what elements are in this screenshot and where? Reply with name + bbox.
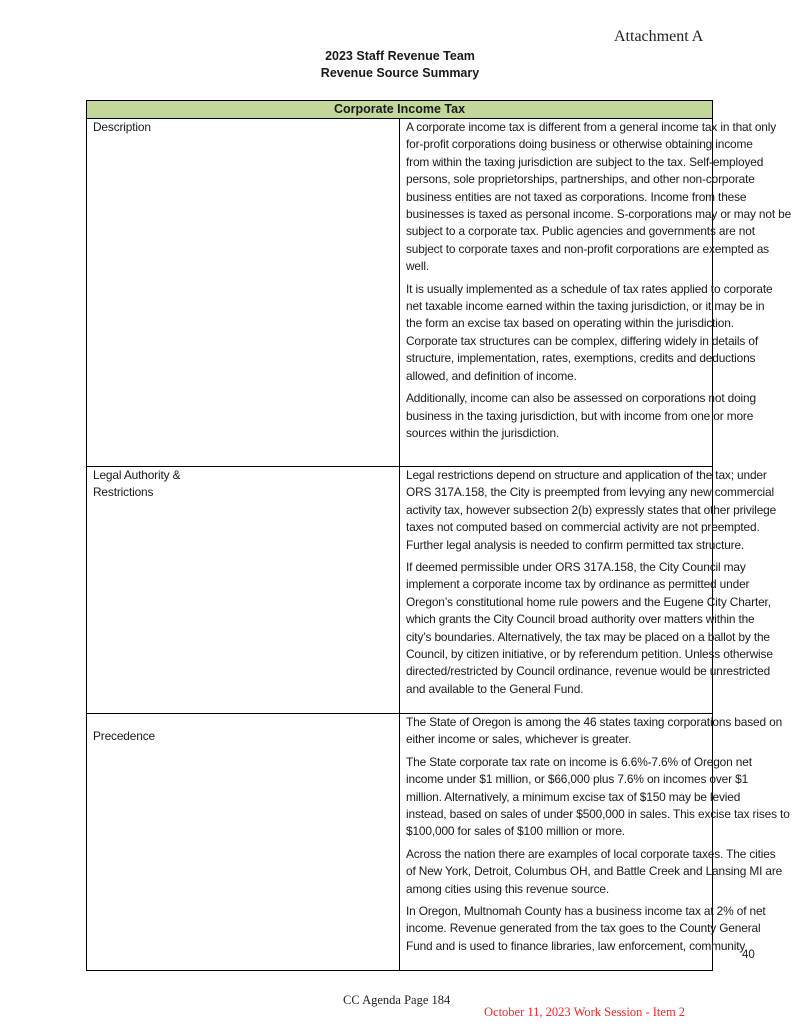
paragraph: [406, 559, 773, 698]
text-line: instead, based on sales of under $500,000 in sales. This excise tax rises to: [406, 807, 790, 822]
text-line: and available to the General Fund.: [406, 681, 584, 696]
text-line: $100,000 for sales of $100 million or more.: [406, 824, 625, 839]
text-line: income. Revenue generated from the tax goes to the County General: [406, 921, 761, 936]
paragraph: [406, 846, 783, 898]
text-line: of New York, Detroit, Columbus OH, and Battle Creek and Lansing MI are: [406, 864, 783, 879]
page-number: 40: [742, 949, 755, 961]
text-line: business entities are not taxed as corporations. Income from these: [406, 189, 747, 204]
row-label: [87, 467, 400, 714]
text-line: It is usually implemented as a schedule of tax rates applied to corporate: [406, 281, 773, 296]
text-line: from within the taxing jurisdiction are subject to the tax. Self-employed: [406, 154, 764, 169]
text-line: million. Alternatively, a minimum excise tax of $150 may be levied: [406, 789, 741, 804]
row-label-line: Restrictions: [93, 485, 154, 500]
paragraph: [406, 714, 783, 749]
text-line: sources within the jurisdiction.: [406, 425, 560, 440]
table-heading: Corporate Income Tax: [87, 101, 713, 119]
text-line: activity tax, however subsection 2(b) expressly states that other privilege: [406, 502, 777, 517]
text-line: subject to a corporate tax. Public agencies and governments are not: [406, 224, 755, 239]
text-line: The State of Oregon is among the 46 states taxing corporations based on: [406, 715, 783, 729]
text-line: ORS 317A.158, the City is preempted from levying any new commercial: [406, 485, 774, 500]
text-line: city’s boundaries. Alternatively, the tax may be placed on a ballot by the: [406, 629, 770, 644]
text-line: businesses is taxed as personal income. S-corporations may or may not be: [406, 207, 792, 222]
text-line: The State corporate tax rate on income is 6.6%-7.6% of Oregon net: [406, 754, 752, 769]
text-line: net taxable income earned within the taxing jurisdiction, or it may be in: [406, 299, 765, 314]
attachment-label: Attachment A: [614, 28, 704, 45]
text-line: among cities using this revenue source.: [406, 881, 610, 896]
row-label-line: Precedence: [93, 729, 155, 743]
row-content: [400, 467, 777, 714]
text-line: subject to corporate taxes and non-profit corporations are exempted as: [406, 241, 769, 256]
paragraph: [406, 467, 777, 554]
text-line: income under $1 million, or $66,000 plus 7.6% on incomes over $1: [406, 772, 749, 787]
table-row-description: [87, 119, 713, 467]
text-line: allowed, and definition of income.: [406, 368, 577, 383]
text-line: Further legal analysis is needed to confirm permitted tax structure.: [406, 537, 745, 552]
row-label-line: Legal Authority &: [93, 468, 181, 482]
text-line: Corporate tax structures can be complex, differing widely in details of: [406, 333, 758, 348]
row-label-line: Description: [93, 120, 151, 134]
document-subtitle: Revenue Source Summary: [320, 66, 480, 80]
text-line: the form an excise tax based on operating within the jurisdiction.: [406, 316, 734, 331]
text-line: Fund and is used to finance libraries, law enforcement, community: [406, 938, 746, 953]
text-line: Across the nation there are examples of local corporate taxes. The cities: [406, 846, 776, 861]
text-line: either income or sales, whichever is greater.: [406, 732, 632, 747]
row-label: [87, 119, 400, 467]
paragraph: [406, 119, 792, 276]
text-line: Legal restrictions depend on structure and application of the tax; under: [406, 468, 767, 482]
text-line: for-profit corporations doing business or otherwise obtaining income: [406, 137, 753, 152]
work-session-stamp: October 11, 2023 Work Session - Item 2: [484, 1005, 686, 1019]
paragraph: [406, 754, 790, 841]
text-line: If deemed permissible under ORS 317A.158, the City Council may: [406, 560, 746, 575]
text-line: structure, implementation, rates, exemptions, credits and deductions: [406, 351, 756, 366]
row-content: [400, 119, 792, 467]
table-row-legal-authority: [87, 467, 713, 714]
text-line: Additionally, income can also be assessed on corporations not doing: [406, 391, 756, 406]
text-line: directed/restricted by Council ordinance, revenue would be unrestricted: [406, 664, 771, 679]
table-row-precedence: [87, 714, 713, 971]
text-line: well.: [406, 259, 430, 274]
text-line: which grants the City Council broad authority over matters within the: [406, 612, 755, 627]
text-line: In Oregon, Multnomah County has a business income tax at 2% of net: [406, 904, 766, 919]
text-line: business in the taxing jurisdiction, but with income from one or more: [406, 408, 754, 423]
text-line: A corporate income tax is different from a general income tax in that only: [406, 120, 777, 134]
document-title: 2023 Staff Revenue Team: [325, 49, 475, 63]
text-line: Council, by citizen initiative, or by referendum petition. Unless otherwise: [406, 647, 773, 662]
agenda-page-footer: CC Agenda Page 184: [343, 993, 451, 1007]
paragraph: [406, 281, 773, 385]
text-line: implement a corporate income tax by ordinance as permitted under: [406, 577, 750, 592]
paragraph: [406, 390, 756, 442]
text-line: taxes not computed based on commercial activity are not preempted.: [406, 520, 760, 535]
text-line: Oregon’s constitutional home rule powers and the Eugene City Charter,: [406, 594, 771, 609]
text-line: persons, sole proprietorships, partnerships, and other non-corporate: [406, 172, 755, 187]
row-label: [87, 714, 400, 971]
